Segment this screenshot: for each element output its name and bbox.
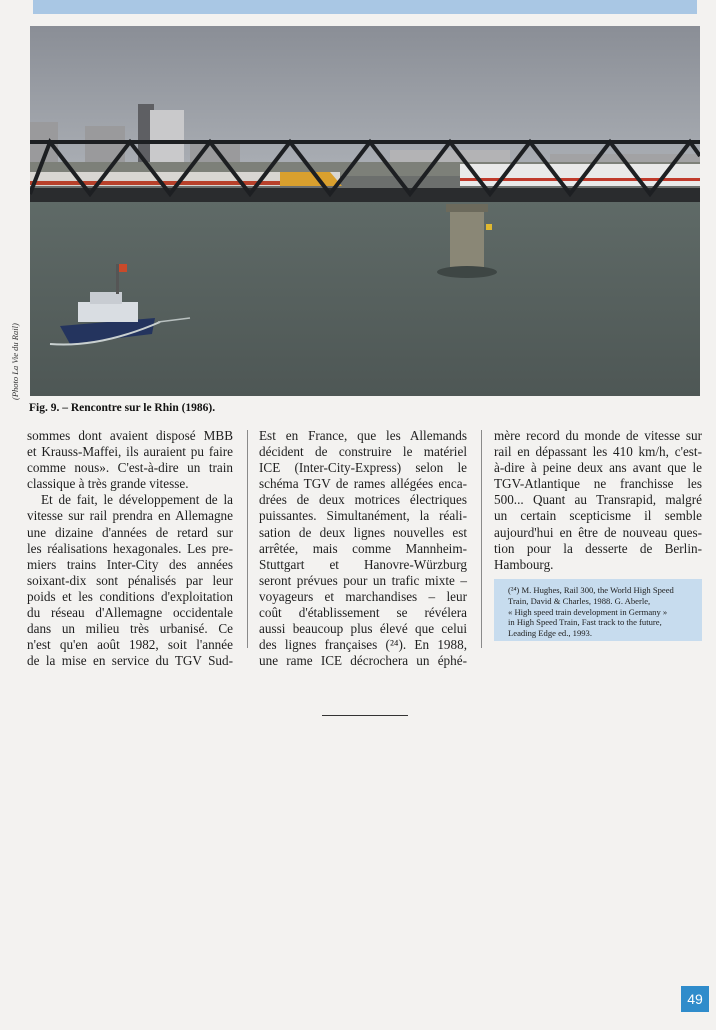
text-line: du réseau d'Allemagne occidentale xyxy=(27,605,233,621)
text-line: voyageurs et marchandises – leur xyxy=(259,588,467,604)
footnote-line: Train, David & Charles, 1988. G. Aberle, xyxy=(508,595,651,606)
text-column-3 xyxy=(494,428,702,573)
text-line: coût d'établissement se révélera xyxy=(259,605,467,621)
text-line: de la mise en service du TGV Sud- xyxy=(27,653,233,669)
text-line: schéma TGV de rames allégées enca- xyxy=(259,476,467,492)
text-line: à-dire à peine deux ans avant que le xyxy=(494,460,702,476)
text-line: drées de deux motrices électriques xyxy=(259,492,467,508)
text-line: décident de construire le matériel xyxy=(259,444,467,460)
text-line: vitesse sur rail prendra en Allemagne xyxy=(27,508,233,524)
text-line: TGV-Atlantique ne franchisse les xyxy=(494,476,702,492)
text-column-2 xyxy=(259,428,467,669)
top-color-bar xyxy=(33,0,697,14)
column-divider-2 xyxy=(481,430,482,648)
footnote-line: Leading Edge ed., 1993. xyxy=(508,628,593,639)
text-line: Est en France, que les Allemands xyxy=(259,428,467,443)
text-line: dans un milieu très urbanisé. Ce xyxy=(27,621,233,637)
footnote-line: (²⁴) M. Hughes, Rail 300, the World High Speed xyxy=(508,585,674,595)
footnote-box xyxy=(494,579,702,641)
text-line: sommes dont avaient disposé MBB xyxy=(27,428,233,443)
text-line: Et de fait, le développement de la xyxy=(41,492,233,508)
text-line: rail en dépassant les 410 km/h, c'est- xyxy=(494,444,702,460)
text-line: Hambourg. xyxy=(494,556,554,572)
text-column-1 xyxy=(27,428,233,669)
text-line: et Krauss-Maffei, ils auraient pu faire xyxy=(27,444,233,460)
photo-illustration xyxy=(30,26,700,396)
text-line: un certain scepticisme il semble xyxy=(494,508,702,524)
end-of-article-rule xyxy=(322,715,408,716)
text-line: aussi beaucoup plus élevé que celui xyxy=(259,621,467,637)
text-line: soixant-dix sont pénalisés par leur xyxy=(27,572,233,588)
text-line: tion pour la desserte de Berlin- xyxy=(494,540,702,556)
text-line: arrêtée, mais comme Mannheim- xyxy=(259,540,467,556)
text-line: les réalisations hexagonales. Les pre- xyxy=(27,540,233,556)
text-line: seront prévues pour un trafic mixte – xyxy=(259,572,467,588)
text-line: sation de deux lignes nouvelles est xyxy=(259,524,467,540)
text-line: des lignes françaises (²⁴). En 1988, xyxy=(259,637,467,653)
text-line: puissantes. Simultanément, la réali- xyxy=(259,508,467,524)
text-line: ICE (Inter-City-Express) selon le xyxy=(259,460,467,476)
text-line: mère record du monde de vitesse sur xyxy=(494,428,702,443)
text-line: poids et les conditions d'exploitation xyxy=(27,588,233,604)
text-line: miers trains Inter-City des années xyxy=(27,556,233,572)
text-line: comme nous». C'est-à-dire un train xyxy=(27,460,233,476)
page-number: 49 xyxy=(681,986,709,1012)
text-line: aujourd'hui en être de nouveau ques- xyxy=(494,524,702,540)
footnote-line: in High Speed Train, Fast track to the future, xyxy=(508,617,662,628)
text-line: une rame ICE décrochera un éphé- xyxy=(259,653,467,669)
text-line: une dizaine d'années de retard sur xyxy=(27,524,233,540)
text-line: 500... Quant au Transrapid, malgré xyxy=(494,492,702,508)
footnote-line: « High speed train development in Germany » xyxy=(508,606,668,617)
column-divider-1 xyxy=(247,430,248,648)
text-line: n'est qu'en août 1982, soit l'année xyxy=(27,637,233,653)
photo-rhine-bridge xyxy=(30,26,700,396)
text-line: classique à très grande vitesse. xyxy=(27,476,189,492)
figure-caption: Fig. 9. – Rencontre sur le Rhin (1986). xyxy=(29,402,216,414)
photo-credit-text: (Photo La Vie du Rail) xyxy=(10,323,20,400)
text-line: Stuttgart et Hanovre-Würzburg xyxy=(259,556,467,572)
